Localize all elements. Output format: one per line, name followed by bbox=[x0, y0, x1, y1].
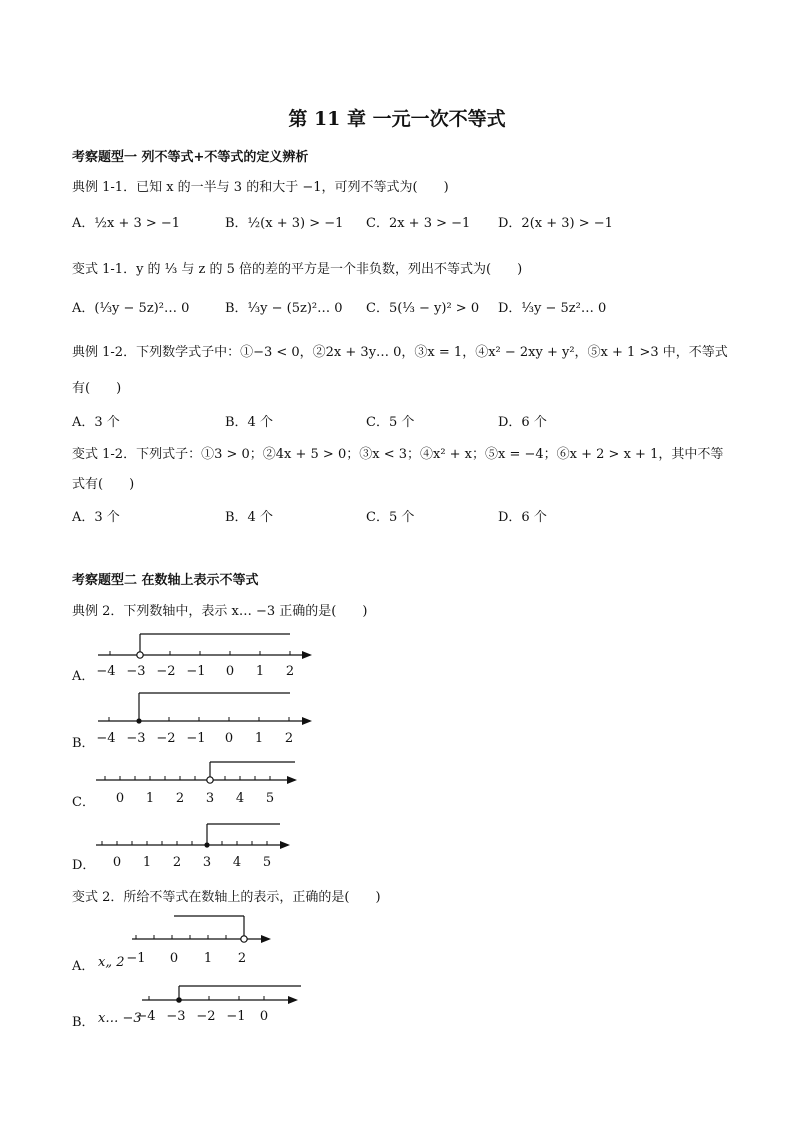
number-line-c bbox=[90, 756, 305, 812]
tick-label: 0 bbox=[115, 791, 125, 806]
option-a: A．½x + 3 > −1 bbox=[72, 216, 181, 231]
option-c: C．5 个 bbox=[366, 510, 415, 525]
axis-arrow bbox=[287, 776, 297, 784]
tick-label: 2 bbox=[175, 791, 185, 806]
tick-label: 5 bbox=[262, 855, 272, 870]
tick-label: −1 bbox=[186, 731, 206, 746]
tick-label: 0 bbox=[225, 664, 235, 679]
option-a: A．(⅓y − 5z)²… 0 bbox=[72, 301, 190, 316]
tick-label: 1 bbox=[203, 951, 213, 966]
option-c: C．2x + 3 > −1 bbox=[366, 216, 471, 231]
inequality-label: x… −3 bbox=[98, 1011, 142, 1026]
tick-label: −2 bbox=[196, 1009, 216, 1024]
tick-label: 5 bbox=[265, 791, 275, 806]
question-stem: 典例 2．下列数轴中，表示 x… −3 正确的是( ) bbox=[72, 604, 368, 619]
option-d-label: D． bbox=[72, 858, 96, 873]
question-stem: 变式 1-1．y 的 ⅓ 与 z 的 5 倍的差的平方是一个非负数，列出不等式为( ) bbox=[72, 262, 523, 277]
tick-label: −2 bbox=[156, 664, 176, 679]
tick-label: −4 bbox=[96, 664, 116, 679]
number-line-b bbox=[90, 688, 320, 748]
option-b: B．½(x + 3) > −1 bbox=[225, 216, 344, 231]
number-line-var-a bbox=[124, 912, 279, 972]
section-heading-1: 考察题型一 列不等式+不等式的定义辨析 bbox=[72, 150, 309, 165]
tick-label: −3 bbox=[126, 664, 146, 679]
number-line-var-b bbox=[136, 980, 306, 1030]
tick-label: 0 bbox=[224, 731, 234, 746]
closed-point bbox=[136, 718, 141, 723]
tick-label: 0 bbox=[259, 1009, 269, 1024]
option-d: D．2(x + 3) > −1 bbox=[498, 216, 613, 231]
tick-label: −3 bbox=[166, 1009, 186, 1024]
option-c: C．5(⅓ − y)² > 0 bbox=[366, 301, 480, 316]
section-heading-2: 考察题型二 在数轴上表示不等式 bbox=[72, 573, 259, 588]
tick-label: 3 bbox=[205, 791, 215, 806]
tick-label: 2 bbox=[172, 855, 182, 870]
axis-arrow bbox=[302, 717, 312, 725]
page-title: 第 11 章 一元一次不等式 bbox=[288, 108, 506, 130]
tick-label: 1 bbox=[254, 731, 264, 746]
tick-label: −1 bbox=[186, 664, 206, 679]
closed-point bbox=[204, 842, 209, 847]
option-b: B．⅓y − (5z)²… 0 bbox=[225, 301, 343, 316]
question-stem: 变式 1-2．下列式子：①3 > 0；②4x + 5 > 0；③x < 3；④x² + x；⑤x = −4；⑥x + 2 > x + 1，其中不等 bbox=[72, 447, 724, 462]
tick-label: −2 bbox=[156, 731, 176, 746]
option-a-label: A． bbox=[72, 669, 95, 684]
inequality-label: x„ 2 bbox=[98, 955, 125, 970]
option-a-label: A． bbox=[72, 959, 95, 974]
tick-label: −1 bbox=[226, 1009, 246, 1024]
question-stem: 变式 2．所给不等式在数轴上的表示，正确的是( ) bbox=[72, 890, 381, 905]
tick-label: 0 bbox=[112, 855, 122, 870]
question-stem-continued: 式有( ) bbox=[72, 477, 135, 492]
axis-arrow bbox=[288, 996, 298, 1004]
tick-label: −4 bbox=[96, 731, 116, 746]
axis-arrow bbox=[280, 841, 290, 849]
tick-label: 3 bbox=[202, 855, 212, 870]
option-b-label: B． bbox=[72, 736, 95, 751]
tick-label: 2 bbox=[285, 664, 295, 679]
option-c: C．5 个 bbox=[366, 415, 415, 430]
tick-label: −4 bbox=[136, 1009, 156, 1024]
option-c-label: C． bbox=[72, 795, 95, 810]
question-stem: 典例 1-1．已知 x 的一半与 3 的和大于 −1，可列不等式为( ) bbox=[72, 180, 449, 195]
open-point bbox=[207, 777, 213, 783]
option-a: A．3 个 bbox=[72, 510, 120, 525]
option-d: D．6 个 bbox=[498, 415, 547, 430]
open-point bbox=[137, 652, 143, 658]
axis-arrow bbox=[302, 651, 312, 659]
closed-point bbox=[176, 997, 182, 1003]
tick-label: 0 bbox=[169, 951, 179, 966]
option-b-label: B． bbox=[72, 1015, 95, 1030]
option-b: B．4 个 bbox=[225, 510, 273, 525]
tick-label: 1 bbox=[145, 791, 155, 806]
open-point bbox=[241, 936, 247, 942]
tick-label: 4 bbox=[235, 791, 245, 806]
tick-label: −3 bbox=[126, 731, 146, 746]
tick-label: −1 bbox=[126, 951, 146, 966]
number-line-d bbox=[90, 818, 295, 874]
option-b: B．4 个 bbox=[225, 415, 273, 430]
question-stem: 典例 1-2．下列数学式子中：①−3 < 0，②2x + 3y… 0，③x = 1，④x² − 2xy + y²，⑤x + 1 >3 中，不等式 bbox=[72, 345, 728, 360]
option-d: D．6 个 bbox=[498, 510, 547, 525]
option-d: D．⅓y − 5z²… 0 bbox=[498, 301, 607, 316]
option-a: A．3 个 bbox=[72, 415, 120, 430]
question-stem-continued: 有( ) bbox=[72, 381, 122, 396]
axis-arrow bbox=[261, 935, 271, 943]
tick-label: 1 bbox=[142, 855, 152, 870]
tick-label: 2 bbox=[284, 731, 294, 746]
tick-label: 2 bbox=[237, 951, 247, 966]
tick-label: 4 bbox=[232, 855, 242, 870]
tick-label: 1 bbox=[255, 664, 265, 679]
number-line-a bbox=[90, 628, 320, 684]
